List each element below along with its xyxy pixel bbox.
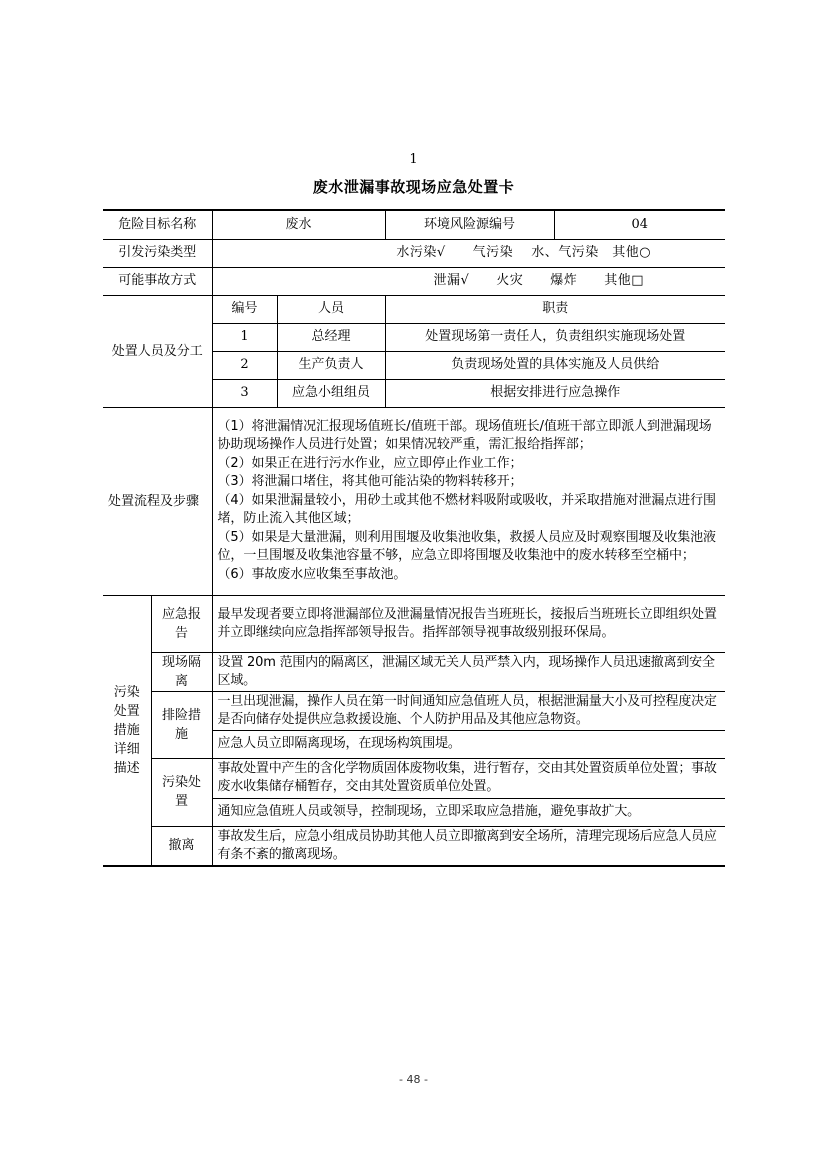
flow-step: （1）将泄漏情况汇报现场值班长/值班干部。现场值班长/值班干部立即派人到泄漏现场协助现场操作人员进行处置；如果情况较严重，需汇报给指挥部； (217, 418, 712, 453)
source-value: 04 (554, 210, 725, 239)
accident-label: 可能事故方式 (103, 267, 212, 295)
staff-no: 3 (212, 379, 277, 407)
card-number: 1 (409, 152, 418, 167)
flow-step: （4）如果泄漏量较小，用砂土或其他不燃材料吸附或吸收，并采取措施对泄漏点进行围堵，防止流入其他区域； (217, 492, 716, 527)
pollution-row (103, 239, 725, 267)
measure-text: 设置 20m 范围内的隔离区，泄漏区域无关人员严禁入内，现场操作人员迅速撤离到安全区域。 (212, 652, 725, 691)
measure-text: 应急人员立即隔离现场，在现场构筑围堤。 (212, 730, 725, 758)
staff-header-no: 编号 (212, 295, 277, 323)
pollution-label: 引发污染类型 (103, 239, 212, 267)
source-label: 环境风险源编号 (385, 210, 554, 239)
staff-header-duty: 职责 (385, 295, 725, 323)
measure-row (103, 691, 725, 730)
measure-text: 最早发现者要立即将泄漏部位及泄漏量情况报告当班班长，接报后当班班长立即组织处置并立即继续向应急指挥部领导报告。指挥部领导视事故级别报环保局。 (212, 595, 725, 652)
measure-row (103, 758, 725, 798)
flow-row (103, 407, 725, 595)
measure-text: 一旦出现泄漏，操作人员在第一时间通知应急值班人员，根据泄漏量大小及可控程度决定是否向储存处提供应急救援设施、个人防护用品及其他应急物资。 (212, 691, 725, 730)
measure-row (103, 595, 725, 652)
staff-duty: 根据安排进行应急操作 (385, 379, 725, 407)
page-footer: - 48 - (399, 1073, 428, 1086)
emergency-card-table (103, 209, 725, 867)
page-title: 废水泄漏事故现场应急处置卡 (312, 178, 515, 196)
measures-label: 污染处置措施详细描述 (103, 595, 151, 866)
measure-text: 事故处置中产生的含化学物质固体废物收集，进行暂存，交由其处置资质单位处置；事故废水收集储存桶暂存，交由其处置资质单位处置。 (212, 758, 725, 798)
measure-label: 应急报告 (151, 595, 212, 652)
target-label: 危险目标名称 (103, 210, 212, 239)
measure-row (103, 652, 725, 691)
staff-no: 1 (212, 323, 277, 351)
measure-row (103, 826, 725, 866)
flow-steps (212, 407, 725, 595)
measure-label: 排险措施 (151, 691, 212, 758)
target-row (103, 210, 725, 239)
staff-label: 处置人员及分工 (103, 295, 212, 407)
target-value: 废水 (212, 210, 385, 239)
staff-no: 2 (212, 351, 277, 379)
staff-person: 生产负责人 (277, 351, 385, 379)
flow-step: （2）如果正在进行污水作业，应立即停止作业工作； (217, 455, 523, 471)
measure-label: 撤离 (151, 826, 212, 866)
staff-duty: 负责现场处置的具体实施及人员供给 (385, 351, 725, 379)
accident-value: 泄漏√ 火灾 爆炸 其他□ (212, 267, 725, 295)
flow-step: （3）将泄漏口堵住，将其他可能沾染的物料转移开； (217, 474, 523, 490)
flow-label: 处置流程及步骤 (103, 407, 212, 595)
measure-label: 现场隔离 (151, 652, 212, 691)
pollution-value: 水污染√ 气污染 水、气污染 其他○ (212, 239, 725, 267)
measure-text: 通知应急值班人员或领导，控制现场，立即采取应急措施，避免事故扩大。 (212, 798, 725, 826)
staff-header-row (103, 295, 725, 323)
flow-step: （6）事故废水应收集至事故池。 (217, 566, 407, 582)
measure-label: 污染处置 (151, 758, 212, 826)
staff-header-person: 人员 (277, 295, 385, 323)
accident-row (103, 267, 725, 295)
staff-person: 总经理 (277, 323, 385, 351)
flow-step: （5）如果是大量泄漏，则利用围堰及收集池收集，救援人员应及时观察围堰及收集池液位，一旦围堰及收集池容量不够，应急立即将围堰及收集池中的废水转移至空桶中； (217, 529, 716, 564)
measure-text: 事故发生后，应急小组成员协助其他人员立即撤离到安全场所，清理完现场后应急人员应有条不紊的撤离现场。 (212, 826, 725, 866)
staff-duty: 处置现场第一责任人，负责组织实施现场处置 (385, 323, 725, 351)
staff-person: 应急小组组员 (277, 379, 385, 407)
